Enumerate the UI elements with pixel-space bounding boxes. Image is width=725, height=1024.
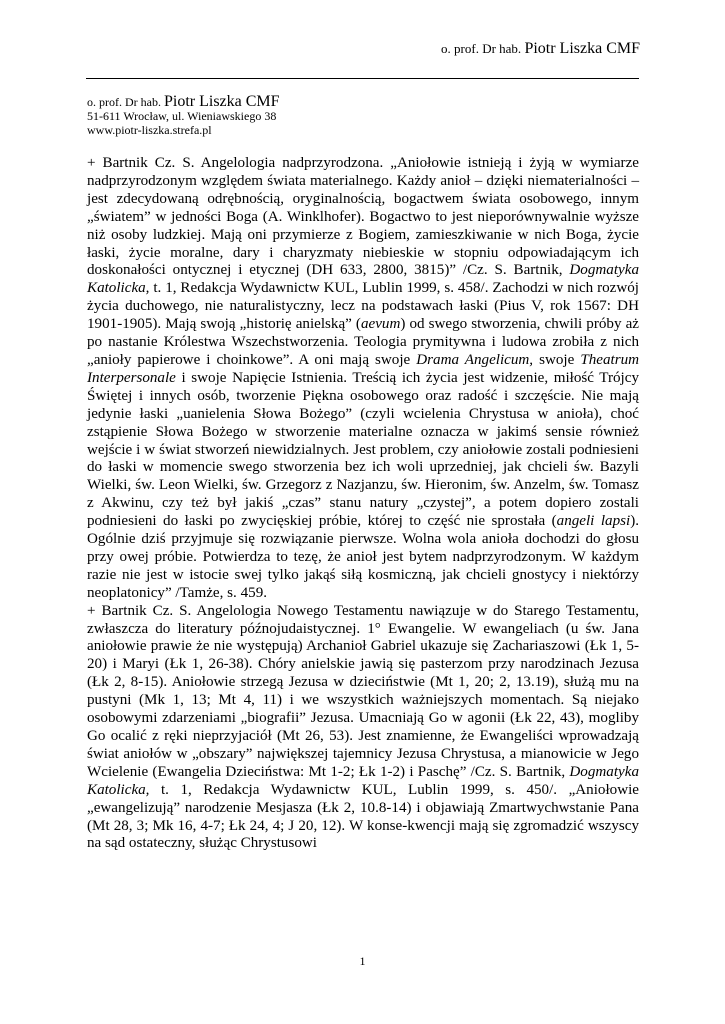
- text-run: ) od swego stworzenia, chwili próby aż po nastanie Królestwa Wszechstworzenia. Teologia prymitywna i ludowa zrobiła z nich „anioły papierowe i choinkowe”. A oni mają swoje: [87, 316, 639, 368]
- text-run: t. 1, Redakcja Wydawnictw KUL, Lublin 1999, s. 450/. „Aniołowie „ewangelizują” narodzenie Mesjasza (Łk 2, 10.8-14) i objawiają Zmartwychwstanie Pana (Mt 28, 3; Mk 16, 4-7; Łk 24, 4; J 20, 12). W konse-kwencji mają się zgromadzić wszyscy na sąd ostateczny, służąc Chrystusowi: [87, 781, 639, 852]
- paragraph: [87, 155, 639, 603]
- sender-prefix: o. prof. Dr hab.: [87, 95, 161, 109]
- italic-run: aevum: [360, 316, 401, 333]
- header-prefix: o. prof. Dr hab.: [441, 41, 522, 56]
- paragraph: [87, 603, 639, 854]
- text-run: swoje: [533, 351, 581, 368]
- text-run: i swoje Napięcie Istnienia. Treścią ich życia jest widzenie, miłość Trójcy Świętej i innych osób, tworzenie Piękna osobowego oraz radość i szczęście. Nie mają jedynie łaski „uanielenia Słowa Bożego” (czyli wcielenia Chrystusa w anioła), choć zstąpienie Słowa Bożego w stworzenie materialne oznacza w jakimś sensie również wejście i w świat stworzeń niewidzialnych. Jest problem, czy aniołowie zostali podniesieni do łaski w momencie swego stworzenia bez ich woli uprzedniej, jak chcieli św. Bazyli Wielki, św. Leon Wielki, św. Grzegorz z Nazjanzu, św. Hieronim, św. Anzelm, św. Tomasz z Akwinu, czy też był jakiś „czas” stanu natury „czystej”, a potem dopiero zostali podniesieni do łaski po zwycięskiej próbie, której to część nie sprostała (: [87, 369, 639, 530]
- header-divider: [86, 78, 639, 79]
- italic-run: Dogmatyka Katolicka,: [87, 262, 639, 297]
- header-name: Piotr Liszka CMF: [524, 40, 640, 57]
- text-run: + Bartnik Cz. S. Angelologia nadprzyrodzona. „Aniołowie istnieją i żyją w wymiarze nadprzyrodzonym względem świata materialnego. Każdy anioł – dzięki niematerialności – jest zdecydowaną odrębnością, oryginalnością, bogactwem świata osobowego, innym „światem” w jedności Boga (A. Winklhofer). Bogactwo to jest nieporównywalnie wyższe niż osoby ludzkiej. Mają oni przymierze z Bogiem, zamieszkiwanie w nich Boga, życie łaski, życie moralne, dary i charyzmaty niebieskie w stopniu odpowiadającym ich doskonałości ontycznej i etycznej (DH 633, 2800, 3815)” /Cz. S. Bartnik,: [87, 155, 639, 279]
- italic-run: angeli lapsi: [556, 513, 631, 530]
- body-text: [87, 155, 639, 853]
- sender-name: Piotr Liszka CMF: [163, 93, 280, 110]
- page-number: 1: [359, 954, 366, 968]
- text-run: ). Ogólnie dziś przyjmuje się rozwiązanie pierwsze. Wolna wola anioła dochodzi do głosu przy owej próbie. Potwierdza to tezę, że anioł jest bytem nadprzyrodzonym. W każdym razie nie jest w istocie swej tylko jakąś siłą kosmiczną, jak chcieli gnostycy i niektórzy neoplatonicy” /Tamże, s. 459.: [87, 513, 639, 601]
- sender-address: 51-611 Wrocław, ul. Wieniawskiego 38: [87, 109, 277, 123]
- text-run: t. 1, Redakcja Wydawnictw KUL, Lublin 1999, s. 458/. Zachodzi w nich rozwój życia duchowego, nie naturalistyczny, lecz na podstawach łaski (Pius V, rok 1567: DH 1901-1905). Mają swoją „historię anielską” (: [87, 280, 639, 333]
- sender-block: [87, 95, 280, 137]
- italic-run: Theatrum Interpersonale: [87, 351, 640, 386]
- text-run: + Bartnik Cz. S. Angelologia Nowego Testamentu nawiązuje w do Starego Testamentu, zwłaszcza do literatury późnojudaistycznej. 1° Ewangelie. W ewangeliach (u św. Jana aniołowie prawie że nie występują) Archanioł Gabriel ukazuje się Zachariaszowi (Łk 1, 5-20) i Maryi (Łk 1, 26-38). Chóry anielskie jawią się pasterzom przy narodzinach Jezusa (Łk 2, 8-15). Aniołowie strzegą Jezusa w dzieciństwie (Mt 1, 20; 2, 13.19), służą mu na pustyni (Mk 1, 13; Mt 4, 11) i we wszystkich ważniejszych momentach. Są niejako osobowymi zdarzeniami „biografii” Jezusa. Umacniają Go w agonii (Łk 22, 43), mogliby Go ocalić z ręki nieprzyjaciół (Mt 26, 53). Jest znamienne, że Ewangeliści wprowadzają świat aniołów w „obszary” największej tajemnicy Jezusa Chrystusa, a mianowicie w Jego Wcielenie (Ewangelia Dzieciństwa: Mt 1-2; Łk 1-2) i Paschę” /Cz. S. Bartnik,: [87, 602, 639, 780]
- sender-website: www.piotr-liszka.strefa.pl: [87, 123, 212, 137]
- italic-run: Dogmatyka Katolicka,: [87, 763, 639, 798]
- sender-name-line: [87, 95, 280, 109]
- italic-run: Drama Angelicum,: [416, 351, 534, 368]
- running-header: [441, 40, 640, 58]
